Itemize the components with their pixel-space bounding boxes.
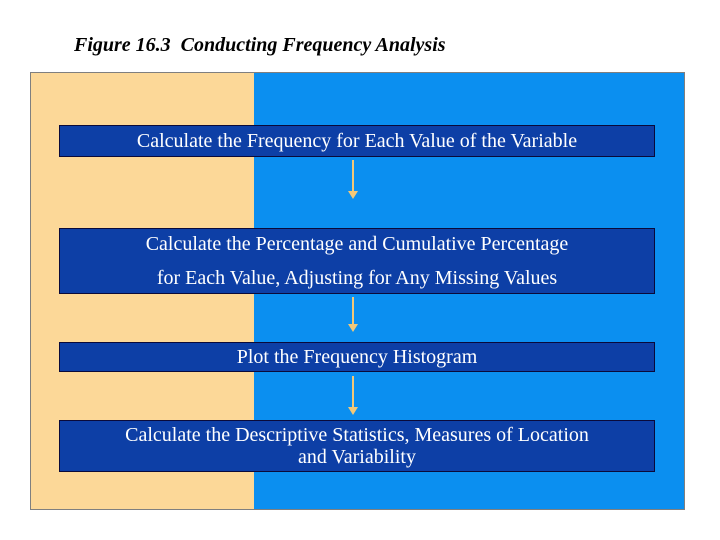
step-plot-histogram <box>59 342 655 372</box>
step-2-line-2: for Each Value, Adjusting for Any Missing Values <box>156 267 558 289</box>
step-4-line-1: Calculate the Descriptive Statistics, Measures of Location <box>125 424 589 446</box>
step-3-line-1: Plot the Frequency Histogram <box>236 346 478 368</box>
down-arrow-icon <box>347 297 359 333</box>
step-4-line-2: and Variability <box>298 446 416 468</box>
step-calculate-percentage <box>59 228 655 294</box>
step-2-line-1: Calculate the Percentage and Cumulative Percentage <box>145 233 569 255</box>
down-arrow-icon <box>347 376 359 416</box>
step-1-line-1: Calculate the Frequency for Each Value of the Variable <box>136 130 578 152</box>
step-calculate-frequency <box>59 125 655 157</box>
figure-title: Figure 16.3 Conducting Frequency Analysis <box>74 34 446 56</box>
down-arrow-icon <box>347 160 359 200</box>
step-descriptive-statistics <box>59 420 655 472</box>
